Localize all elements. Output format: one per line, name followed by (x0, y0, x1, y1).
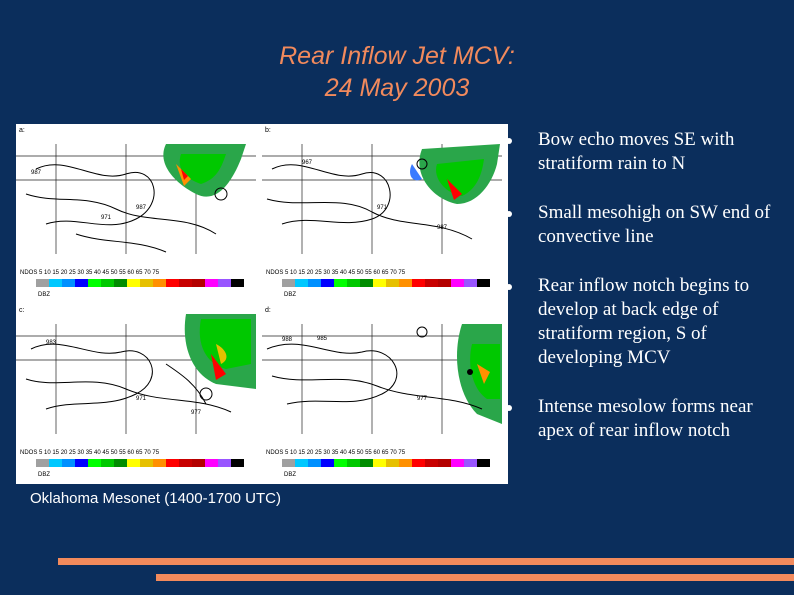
bullet-item (502, 201, 772, 249)
scale-swatch (347, 279, 360, 287)
scale-swatch (218, 459, 231, 467)
scale-swatch (101, 459, 114, 467)
scale-swatch (360, 279, 373, 287)
scale-swatch (62, 279, 75, 287)
bullet-list (502, 128, 772, 468)
scale-swatch (321, 279, 334, 287)
scale-swatch (75, 279, 88, 287)
bullet-dot (506, 284, 512, 290)
scale-swatch (321, 459, 334, 467)
scale-swatch (451, 279, 464, 287)
scale-swatch (477, 459, 490, 467)
bullet-dot (506, 405, 512, 411)
scale-swatch (308, 279, 321, 287)
panel-d (262, 307, 502, 478)
scale-swatch (373, 459, 386, 467)
panel-letter: a: (19, 127, 25, 134)
bullet-item (502, 395, 772, 443)
scale-swatch (205, 459, 218, 467)
scale-swatch (386, 279, 399, 287)
scale-swatch (438, 279, 451, 287)
bullet-text: Rear inflow notch begins to develop at back edge of stratiform region, S of developing MCV (538, 275, 750, 368)
isobar-label: 967 (302, 160, 313, 166)
scale-swatch (438, 459, 451, 467)
scale-swatch (218, 279, 231, 287)
scale-swatch (412, 459, 425, 467)
scale-label: NDOS 5 10 15 20 25 30 35 40 45 50 55 60 65 70 75 (20, 270, 160, 276)
scale-swatch (166, 459, 179, 467)
scale-swatch (205, 279, 218, 287)
scale-swatch (334, 279, 347, 287)
scale-label: NDOS 5 10 15 20 25 30 35 40 45 50 55 60 65 70 75 (266, 450, 406, 456)
scale-swatch (399, 459, 412, 467)
scale-label: NDOS 5 10 15 20 25 30 35 40 45 50 55 60 65 70 75 (20, 450, 160, 456)
isobar-label: 987 (437, 225, 448, 231)
isobar-label: 983 (46, 340, 57, 346)
scale-swatch (282, 279, 295, 287)
scale-swatch (114, 459, 127, 467)
bullet-text: Small mesohigh on SW end of convective line (538, 202, 771, 247)
scale-units: DBZ (38, 292, 50, 298)
scale-swatch (477, 279, 490, 287)
isobar-label: 977 (417, 396, 428, 402)
scale-swatch (192, 459, 205, 467)
panel-c (16, 307, 256, 478)
scale-swatch (166, 279, 179, 287)
color-scale (282, 459, 490, 467)
isobar-label: 988 (282, 337, 293, 343)
scale-swatch (451, 459, 464, 467)
scale-swatch (231, 459, 244, 467)
bullet-text: Intense mesolow forms near apex of rear inflow notch (538, 396, 753, 441)
scale-swatch (282, 459, 295, 467)
scale-swatch (114, 279, 127, 287)
isobar-label: 977 (191, 410, 202, 416)
scale-swatch (179, 279, 192, 287)
scale-swatch (140, 459, 153, 467)
isobar-label: 987 (31, 170, 42, 176)
figure-caption: Oklahoma Mesonet (1400-1700 UTC) (30, 490, 281, 507)
panel-letter: d: (265, 307, 271, 314)
scale-swatch (399, 279, 412, 287)
scale-units: DBZ (38, 472, 50, 478)
scale-swatch (36, 279, 49, 287)
scale-swatch (153, 279, 166, 287)
scale-swatch (373, 279, 386, 287)
scale-swatch (464, 279, 477, 287)
decorative-bar-bottom (156, 574, 794, 581)
bullet-dot (506, 138, 512, 144)
scale-swatch (464, 459, 477, 467)
color-scale (36, 279, 244, 287)
scale-swatch (101, 279, 114, 287)
radar-panels-svg (16, 124, 508, 484)
color-scale (282, 279, 490, 287)
slide-title (0, 40, 794, 104)
color-scale (36, 459, 244, 467)
scale-swatch (49, 459, 62, 467)
scale-swatch (88, 279, 101, 287)
mesonet-radar-figure (16, 124, 508, 484)
scale-swatch (231, 279, 244, 287)
scale-swatch (153, 459, 166, 467)
decorative-bar-top (58, 558, 794, 565)
title-line-2: 24 May 2003 (324, 74, 470, 102)
isobar-label: 971 (101, 215, 112, 221)
bullet-text: Bow echo moves SE with stratiform rain to N (538, 129, 735, 174)
scale-swatch (127, 459, 140, 467)
scale-swatch (412, 279, 425, 287)
bullet-item (502, 128, 772, 176)
scale-swatch (347, 459, 360, 467)
isobar-label: 971 (377, 205, 388, 211)
scale-label: NDOS 5 10 15 20 25 30 35 40 45 50 55 60 65 70 75 (266, 270, 406, 276)
scale-swatch (386, 459, 399, 467)
panel-a (16, 127, 256, 298)
bullet-item (502, 274, 772, 370)
panel-b (262, 127, 502, 298)
scale-swatch (179, 459, 192, 467)
scale-swatch (425, 279, 438, 287)
scale-swatch (308, 459, 321, 467)
panel-letter: c: (19, 307, 25, 314)
scale-swatch (192, 279, 205, 287)
scale-swatch (49, 279, 62, 287)
scale-swatch (295, 459, 308, 467)
scale-swatch (140, 279, 153, 287)
title-line-1: Rear Inflow Jet MCV: (279, 42, 515, 70)
scale-swatch (127, 279, 140, 287)
scale-swatch (62, 459, 75, 467)
scale-units: DBZ (284, 292, 296, 298)
scale-swatch (88, 459, 101, 467)
bullet-dot (506, 211, 512, 217)
isobar-label: 985 (317, 336, 328, 342)
scale-swatch (425, 459, 438, 467)
isobar-label: 987 (136, 205, 147, 211)
scale-swatch (36, 459, 49, 467)
scale-swatch (295, 279, 308, 287)
scale-units: DBZ (284, 472, 296, 478)
scale-swatch (334, 459, 347, 467)
panel-letter: b: (265, 127, 271, 134)
isobar-label: 971 (136, 396, 147, 402)
scale-swatch (75, 459, 88, 467)
scale-swatch (360, 459, 373, 467)
